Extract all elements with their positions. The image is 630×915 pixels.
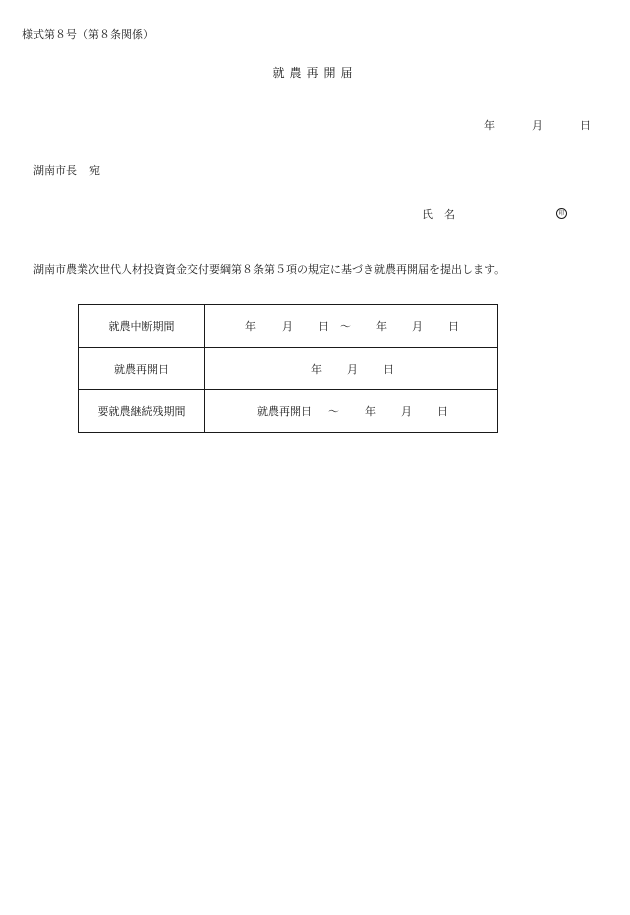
suspension-start-year-label: 年 xyxy=(245,320,256,333)
applicant-name-label: 氏 名 xyxy=(422,208,455,221)
addressee xyxy=(33,165,100,176)
resumption-day-label: 日 xyxy=(383,362,394,376)
remaining-end-day-label: 日 xyxy=(437,405,448,418)
remaining-end-year-label: 年 xyxy=(365,405,376,418)
resumption-month-label: 月 xyxy=(347,362,358,376)
suspension-start-month-label: 月 xyxy=(282,320,293,333)
row-label-remaining-period: 要就農継続残期間 xyxy=(79,390,205,433)
date-month-label: 月 xyxy=(532,119,543,132)
seal-icon: 印 xyxy=(556,208,567,219)
body-text: 湖南市農業次世代人材投資資金交付要綱第８条第５項の規定に基づき就農再開届を提出します。 xyxy=(33,263,506,276)
suspension-start-day-label: 日 xyxy=(318,320,329,333)
suspension-period-cell[interactable] xyxy=(205,305,498,348)
table-row xyxy=(79,305,498,348)
suspension-end-year-label: 年 xyxy=(376,320,387,333)
remaining-period-cell[interactable] xyxy=(205,390,498,433)
form-number: 様式第８号（第８条関係） xyxy=(22,28,154,41)
suspension-end-month-label: 月 xyxy=(412,320,423,333)
addressee-honorific: 宛 xyxy=(89,164,100,177)
date-year-label: 年 xyxy=(484,119,495,132)
resumption-date-cell[interactable] xyxy=(205,348,498,390)
document-title: 就農再開届 xyxy=(272,66,358,80)
info-table xyxy=(78,304,498,433)
row-label-suspension-period: 就農中断期間 xyxy=(79,305,205,348)
resumption-year-label: 年 xyxy=(311,362,322,376)
remaining-start-label: 就農再開日 xyxy=(257,405,312,418)
date-day-label: 日 xyxy=(580,119,591,132)
table-row xyxy=(79,390,498,433)
remaining-end-month-label: 月 xyxy=(401,405,412,418)
addressee-name: 湖南市長 xyxy=(33,164,77,177)
range-tilde: ～ xyxy=(328,405,339,418)
table-row xyxy=(79,348,498,390)
row-label-resumption-date: 就農再開日 xyxy=(79,348,205,390)
range-tilde: ～ xyxy=(340,320,351,333)
suspension-end-day-label: 日 xyxy=(448,320,459,333)
